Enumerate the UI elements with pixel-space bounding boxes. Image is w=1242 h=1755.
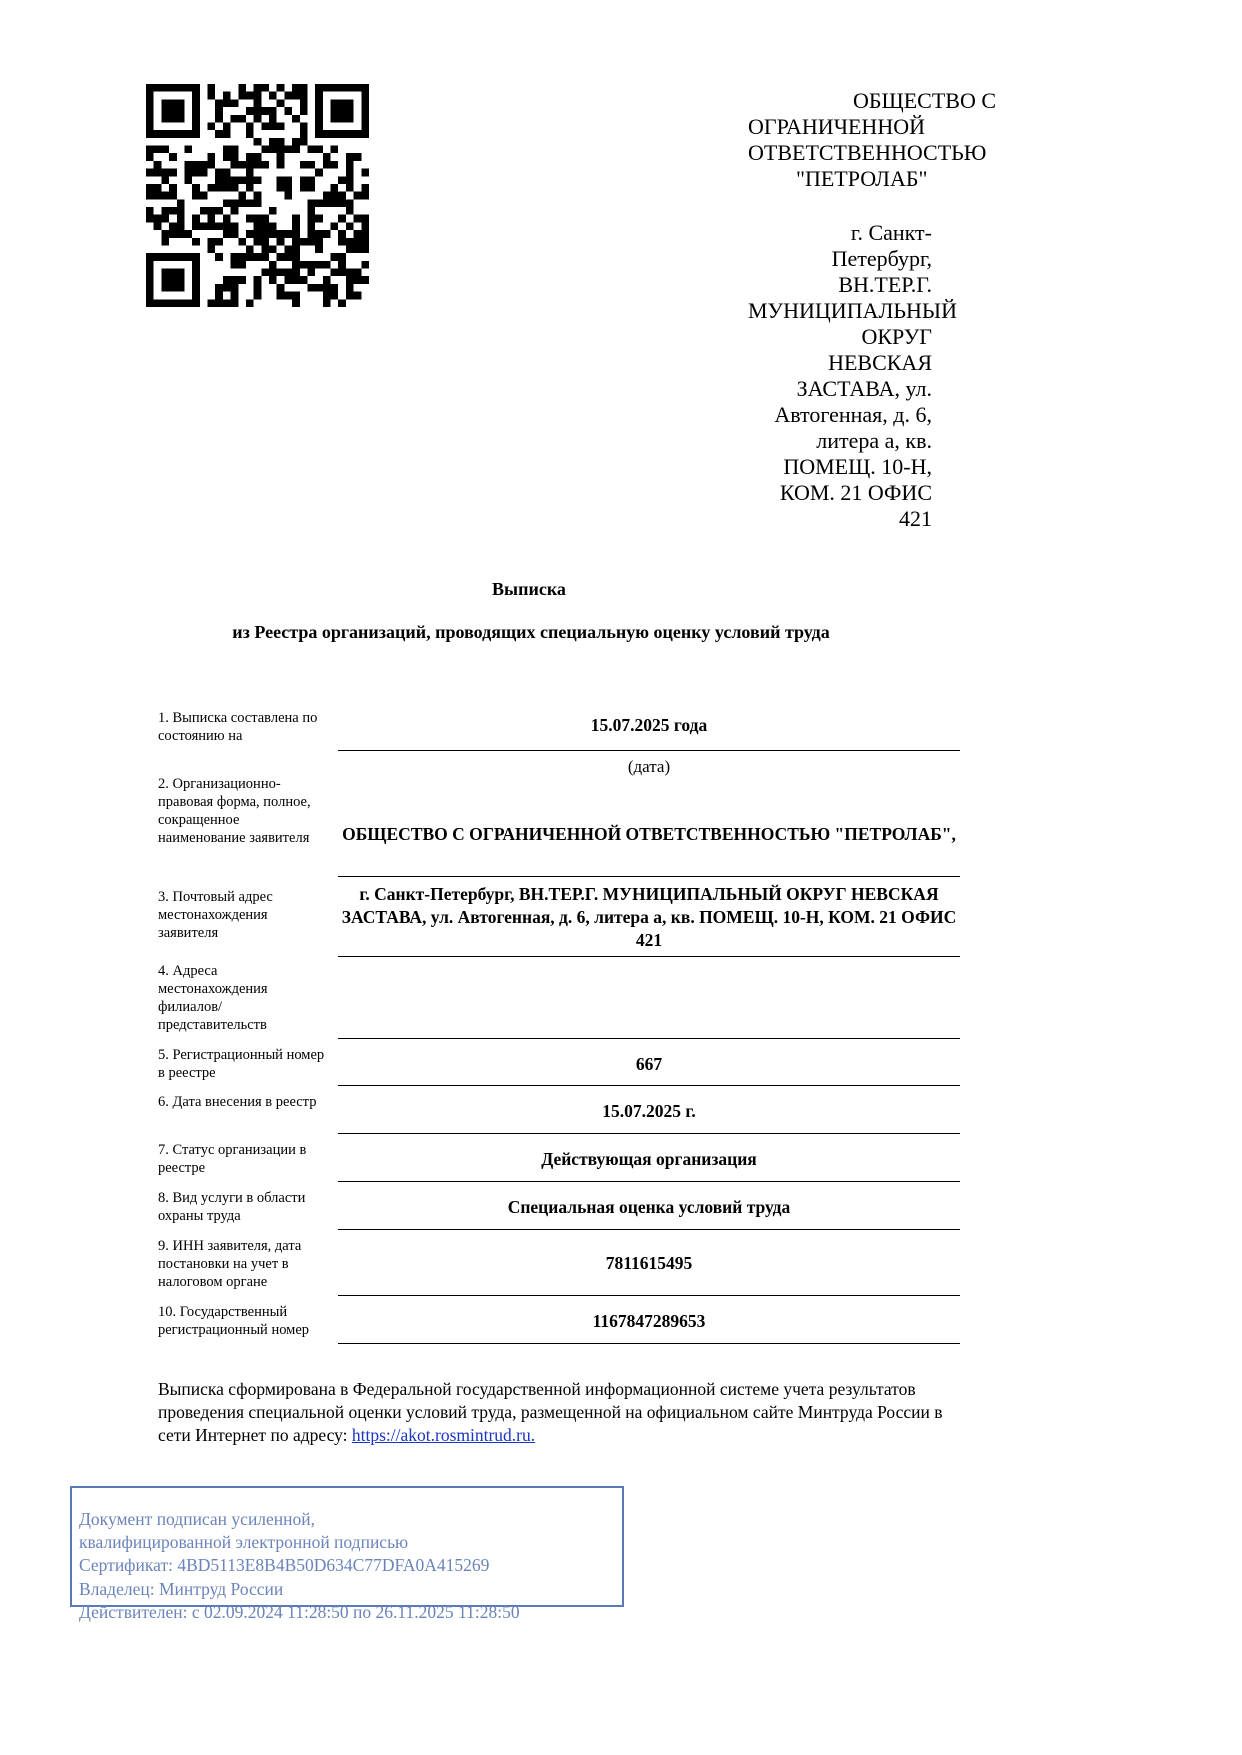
rosmintrud-link[interactable]: https://akot.rosmintrud.ru.: [351, 1425, 536, 1445]
recipient-address-line: г. Санкт-: [850, 220, 932, 245]
field-underline: [338, 956, 960, 957]
recipient-org-name: [748, 88, 1008, 192]
field-underline: [338, 750, 960, 751]
qr-code: [146, 84, 369, 307]
recipient-block: [748, 88, 1008, 532]
field-value-registry-date: 15.07.2025 г.: [602, 1101, 696, 1121]
signature-line: квалифицированной электронной подписью: [79, 1532, 409, 1553]
footer-note: [158, 1378, 978, 1447]
recipient-address-line: МУНИЦИПАЛЬНЫЙ: [748, 298, 957, 323]
signature-validity: Действителен: с 02.09.2024 11:28:50 по 26.11.2025 11:28:50: [79, 1601, 520, 1622]
recipient-address-line: НЕВСКАЯ: [828, 350, 932, 375]
recipient-org-line: ОТВЕТСТВЕННОСТЬЮ: [748, 140, 987, 165]
field-underline: [338, 1181, 960, 1182]
field-value-ogrn: 1167847289653: [592, 1311, 706, 1331]
field-value-org-status: Действующая организация: [541, 1149, 757, 1169]
recipient-address-line: КОМ. 21 ОФИС: [779, 480, 932, 505]
field-label-service-type: 8. Вид услуги в области охраны труда: [158, 1190, 306, 1224]
signature-line: Документ подписан усиленной,: [79, 1509, 316, 1529]
recipient-address-line: ПОМЕЩ. 10-Н,: [783, 454, 932, 479]
field-value-applicant-name: ОБЩЕСТВО С ОГРАНИЧЕННОЙ ОТВЕТСТВЕННОСТЬЮ "ПЕТРОЛАБ",: [342, 824, 956, 844]
field-value-registry-number: 667: [635, 1054, 663, 1074]
recipient-address-line: 421: [899, 506, 932, 531]
field-value-statement-date: 15.07.2025 года: [590, 715, 708, 735]
field-value-service-type: Специальная оценка условий труда: [507, 1197, 791, 1217]
field-label-statement-date: 1. Выписка составлена по состоянию на: [158, 710, 318, 744]
recipient-address-line: Автогенная, д. 6,: [774, 402, 932, 427]
document-subtitle: из Реестра организаций, проводящих специальную оценку условий труда: [232, 622, 830, 642]
field-label-ogrn: 10. Государственный регистрационный номер: [158, 1304, 310, 1338]
field-label-applicant-name: 2. Организационно-правовая форма, полное, сокращенное наименование заявителя: [158, 776, 311, 846]
electronic-signature-stamp: [70, 1486, 624, 1622]
field-underline: [338, 1295, 960, 1296]
field-label-postal-address: 3. Почтовый адрес местонахождения заявителя: [158, 889, 273, 941]
field-underline: [338, 1343, 960, 1344]
field-underline: [338, 1085, 960, 1086]
field-label-org-status: 7. Статус организации в реестре: [158, 1142, 307, 1176]
recipient-address-line: ОКРУГ: [861, 324, 932, 349]
field-label-registry-date: 6. Дата внесения в реестр: [158, 1094, 317, 1110]
recipient-address: [748, 220, 1008, 532]
field-value-postal-address: г. Санкт-Петербург, ВН.ТЕР.Г. МУНИЦИПАЛЬНЫЙ ОКРУГ НЕВСКАЯ ЗАСТАВА, ул. Автогенная, д. 6, литера а, кв. ПОМЕЩ. 10-Н, КОМ. 21 ОФИС 421: [341, 884, 957, 950]
field-label-registry-number: 5. Регистрационный номер в реестре: [158, 1047, 325, 1081]
field-label-branch-addresses: 4. Адреса местонахождения филиалов/представительств: [158, 963, 268, 1033]
recipient-org-line: "ПЕТРОЛАБ": [796, 166, 928, 191]
field-underline: [338, 1229, 960, 1230]
signature-certificate: Сертификат: 4BD5113E8B4B50D634C77DFA0A415269: [79, 1555, 490, 1576]
field-underline: [338, 1133, 960, 1134]
recipient-address-line: Петербург,: [831, 246, 932, 271]
field-value-inn: 7811615495: [605, 1253, 693, 1273]
signature-owner: Владелец: Минтруд России: [79, 1578, 284, 1599]
recipient-address-line: ЗАСТАВА, ул.: [796, 376, 932, 401]
recipient-org-line: ОБЩЕСТВО С: [853, 88, 996, 113]
field-underline: [338, 876, 960, 877]
document-title: Выписка: [492, 579, 566, 599]
field-caption-date: (дата): [627, 757, 671, 776]
recipient-address-line: ВН.ТЕР.Г.: [838, 272, 932, 297]
recipient-address-line: литера а, кв.: [816, 428, 932, 453]
footer-note-text: Выписка сформирована в Федеральной государственной информационной системе учета результатов проведения специальной оценки условий труда, размещенной на официальном сайте Минтруда России в сети Интернет по адресу:: [158, 1379, 943, 1445]
recipient-org-line: ОГРАНИЧЕННОЙ: [748, 114, 925, 139]
field-underline: [338, 1038, 960, 1039]
field-label-inn: 9. ИНН заявителя, дата постановки на учет в налоговом органе: [158, 1238, 302, 1290]
